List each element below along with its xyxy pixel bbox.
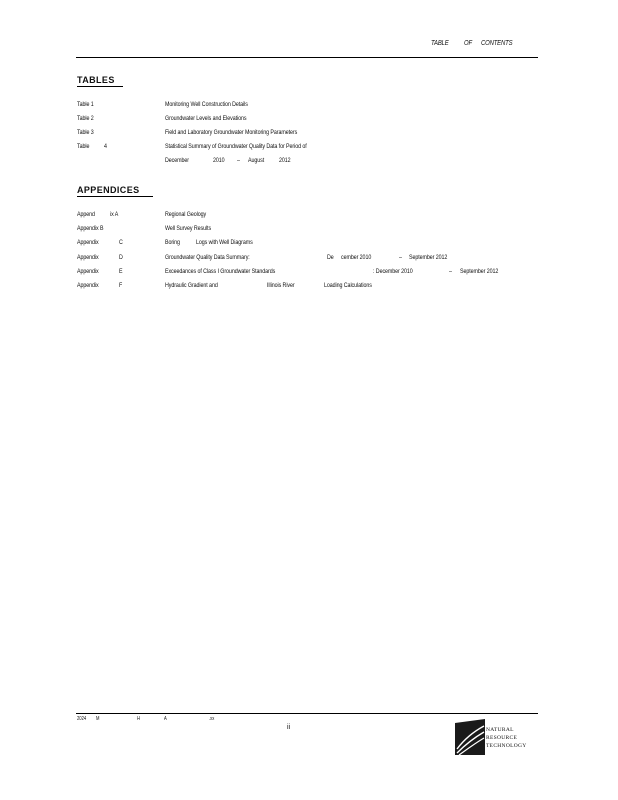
appendix-label: Appendix B <box>77 225 104 232</box>
table-entry-3 <box>0 129 618 139</box>
appendix-title-part: – <box>399 254 402 261</box>
appendix-letter: E <box>119 268 123 275</box>
footer-file-part: .xx <box>209 716 215 722</box>
appendix-label: Appendix <box>77 268 99 275</box>
footer-file-part: 2024 <box>77 716 87 722</box>
appendix-letter: D <box>119 254 123 261</box>
appendix-label: Appendix <box>77 254 99 261</box>
tables-heading: TABLES <box>77 75 123 87</box>
appendix-title-part: Loading Calculations <box>324 282 372 289</box>
table-entry-4-continued <box>0 157 618 167</box>
logo-text-line: NATURAL <box>486 727 514 733</box>
table-entry-title: Monitoring Well Construction Details <box>165 101 248 108</box>
appendix-entry-c <box>0 239 618 249</box>
appendix-title-part: Boring <box>165 239 180 246</box>
header-word-of: OF <box>464 40 472 47</box>
appendix-label: Appendix <box>77 239 99 246</box>
header-word-contents: CONTENTS <box>481 40 513 47</box>
table-entry-2 <box>0 115 618 125</box>
table-entry-title: Field and Laboratory Groundwater Monitoring Parameters <box>165 129 298 136</box>
footer-file-part: H <box>137 716 140 722</box>
table-entry-label: Table <box>77 143 90 150</box>
table-entry-label: Table 1 <box>77 101 94 108</box>
page-number: ii <box>287 724 291 731</box>
table-entry-label: Table 2 <box>77 115 94 122</box>
appendix-entry-e <box>0 268 618 278</box>
company-logo <box>455 719 535 757</box>
logo-text-line: TECHNOLOGY <box>486 743 527 749</box>
appendix-title-part: Exceedances of Class I Groundwater Standards <box>165 268 276 275</box>
appendix-letter: F <box>119 282 123 289</box>
period-start-year: 2010 <box>213 157 225 164</box>
appendix-title: Well Survey Results <box>165 225 212 232</box>
period-end-year: 2012 <box>279 157 291 164</box>
table-entry-label: Table 3 <box>77 129 94 136</box>
table-entry-1 <box>0 101 618 111</box>
appendix-title-part: – <box>449 268 452 275</box>
appendix-entry-b <box>0 225 618 235</box>
period-end-month: August <box>248 157 265 164</box>
appendix-title-part: : December 2010 <box>373 268 413 275</box>
table-entry-4 <box>0 143 618 153</box>
appendix-title-part: September 2012 <box>409 254 448 261</box>
appendix-entry-d <box>0 254 618 264</box>
appendix-title-part: Illinois River <box>267 282 295 289</box>
logo-text-line: RESOURCE <box>486 735 518 741</box>
appendix-label: Append <box>77 211 95 218</box>
period-start-month: December <box>165 157 189 164</box>
table-entry-title: Statistical Summary of Groundwater Quality Data for Period of <box>165 143 307 150</box>
table-entry-number: 4 <box>104 143 107 150</box>
appendix-label-suffix: ix A <box>110 211 119 218</box>
appendix-title-part: September 2012 <box>460 268 499 275</box>
appendix-letter: C <box>119 239 123 246</box>
appendices-heading: APPENDICES <box>77 185 153 197</box>
header-word-table: TABLE <box>431 40 449 47</box>
footer-file-part: M <box>96 716 100 722</box>
table-entry-title: Groundwater Levels and Elevations <box>165 115 247 122</box>
running-header <box>0 40 618 52</box>
appendix-entry-a <box>0 211 618 221</box>
appendix-title-part: Groundwater Quality Data Summary: <box>165 254 250 261</box>
period-dash: – <box>237 157 240 164</box>
header-rule <box>76 57 538 58</box>
appendix-title: Regional Geology <box>165 211 207 218</box>
footer-file-part: A <box>164 716 167 722</box>
appendix-label: Appendix <box>77 282 99 289</box>
appendix-title-part: cember 2010 <box>341 254 372 261</box>
footer-rule <box>76 713 538 714</box>
appendix-entry-f <box>0 282 618 292</box>
appendix-title-part: Hydraulic Gradient and <box>165 282 218 289</box>
appendix-title-part: Logs with Well Diagrams <box>196 239 253 246</box>
appendix-title-part: De <box>327 254 334 261</box>
logo-swoosh-icon <box>455 719 485 755</box>
